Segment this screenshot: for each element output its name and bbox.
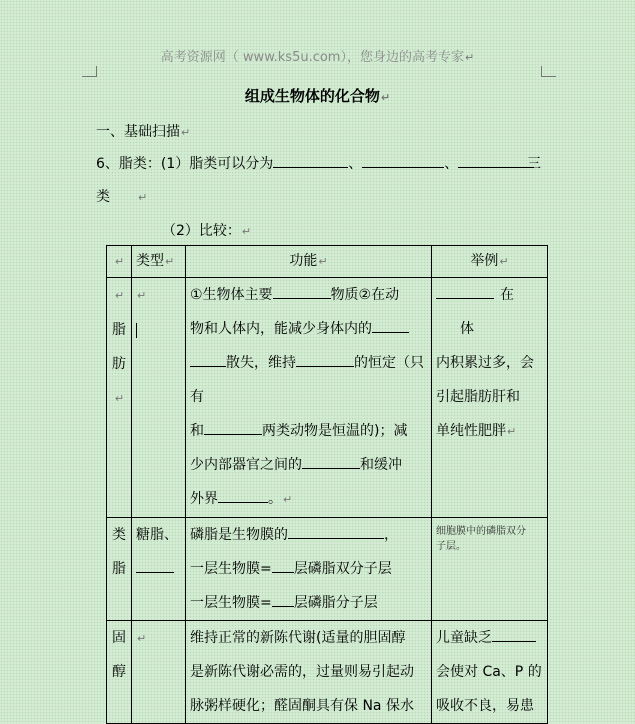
cell-mark-icon: ↵	[318, 255, 328, 268]
sub-question-label: （2）比较：↵	[162, 223, 252, 239]
fill-blank[interactable]	[204, 422, 262, 435]
table-cell	[107, 246, 132, 278]
table-header-row	[107, 246, 548, 278]
cell-mark-icon: ↵	[283, 493, 293, 506]
sterol-function-cell: 维持正常的新陈代谢(适量的胆固醇 是新陈代谢必需的，过量则易引起动 脉粥样硬化；醛固酮具有保 Na 保水	[186, 621, 432, 724]
cell-mark-icon: ↵	[137, 289, 147, 302]
cell-mark-icon: ↵	[114, 289, 125, 302]
fill-blank[interactable]	[272, 560, 294, 573]
cell-mark-icon: ↵	[165, 255, 175, 268]
paragraph-mark-icon: ↵	[464, 51, 475, 64]
table-row	[107, 518, 548, 621]
table-row	[107, 278, 548, 518]
fill-blank[interactable]	[458, 155, 534, 168]
comparison-table	[106, 245, 548, 724]
fill-blank[interactable]	[372, 320, 409, 333]
question-line-1: 6、脂类：(1）脂类可以分为 、 、	[96, 153, 534, 173]
fill-blank[interactable]	[436, 286, 494, 299]
cell-mark-icon: ↵	[114, 255, 125, 268]
paragraph-mark-icon: ↵	[241, 225, 252, 238]
lipoid-example-cell: 细胞膜中的磷脂双分 子层。	[432, 518, 548, 621]
sterol-label-cell: 固 醇	[107, 621, 132, 724]
document-title: 组成生物体的化合物↵	[244, 87, 391, 105]
lipoid-type-cell: 糖脂、	[132, 518, 186, 621]
cell-mark-icon: ↵	[114, 392, 125, 405]
fat-type-cell	[132, 278, 186, 518]
page-header	[0, 46, 635, 65]
fill-blank[interactable]	[273, 155, 348, 168]
margin-corner-mark-right	[541, 66, 556, 77]
fat-label-cell: ↵ 脂 肪 ↵	[107, 278, 132, 518]
paragraph-mark-icon: ↵	[138, 191, 148, 204]
fill-blank[interactable]	[492, 629, 536, 642]
fill-blank[interactable]	[302, 456, 360, 469]
fill-blank[interactable]	[273, 286, 331, 299]
fill-blank[interactable]	[136, 560, 174, 573]
fill-blank[interactable]	[190, 354, 226, 367]
fill-blank[interactable]	[272, 594, 294, 607]
lipoid-function-cell: 磷脂是生物膜的 ， 一层生物膜= 层磷脂双分子层 一层生物膜= 层磷脂分子层	[186, 518, 432, 621]
cell-mark-icon: ↵	[137, 632, 147, 645]
sterol-type-cell	[132, 621, 186, 724]
cell-mark-icon: ↵	[499, 255, 509, 268]
question-line-1-suffix: 三	[527, 156, 541, 172]
paragraph-mark-icon: ↵	[380, 91, 391, 104]
question-line-2: 类 ↵	[96, 189, 148, 205]
fill-blank[interactable]	[362, 155, 444, 168]
text-cursor	[136, 323, 137, 338]
header-function: 功能↵	[186, 246, 432, 278]
fat-function-cell: ①生物体主要 物质②在动 物和人体内，能减少身体内的 散失，维持 的恒定（只有 和 两类动物是恒温的)；减 少内部器官之间的 和缓冲 外界 。↵	[186, 278, 432, 518]
header-example: 举例↵	[432, 246, 548, 278]
fill-blank[interactable]	[218, 490, 268, 503]
cell-mark-icon: ↵	[507, 425, 517, 438]
header-type: 类型↵	[132, 246, 186, 278]
lipoid-group-cell: 类 脂	[107, 518, 132, 621]
paragraph-mark-icon: ↵	[181, 126, 191, 139]
margin-corner-mark-left	[82, 66, 97, 77]
fill-blank[interactable]	[296, 354, 354, 367]
table-row	[107, 621, 548, 724]
section-heading: 一、基础扫描↵	[96, 124, 191, 140]
header-text: 高考资源网（ www.ks5u.com），您身边的高考专家	[160, 50, 464, 65]
fill-blank[interactable]	[288, 526, 384, 539]
fat-example-cell: 在体 内积累过多，会 引起脂肪肝和 单纯性肥胖↵	[432, 278, 548, 518]
sterol-example-cell: 儿童缺乏 会使对 Ca、P 的 吸收不良，易患	[432, 621, 548, 724]
